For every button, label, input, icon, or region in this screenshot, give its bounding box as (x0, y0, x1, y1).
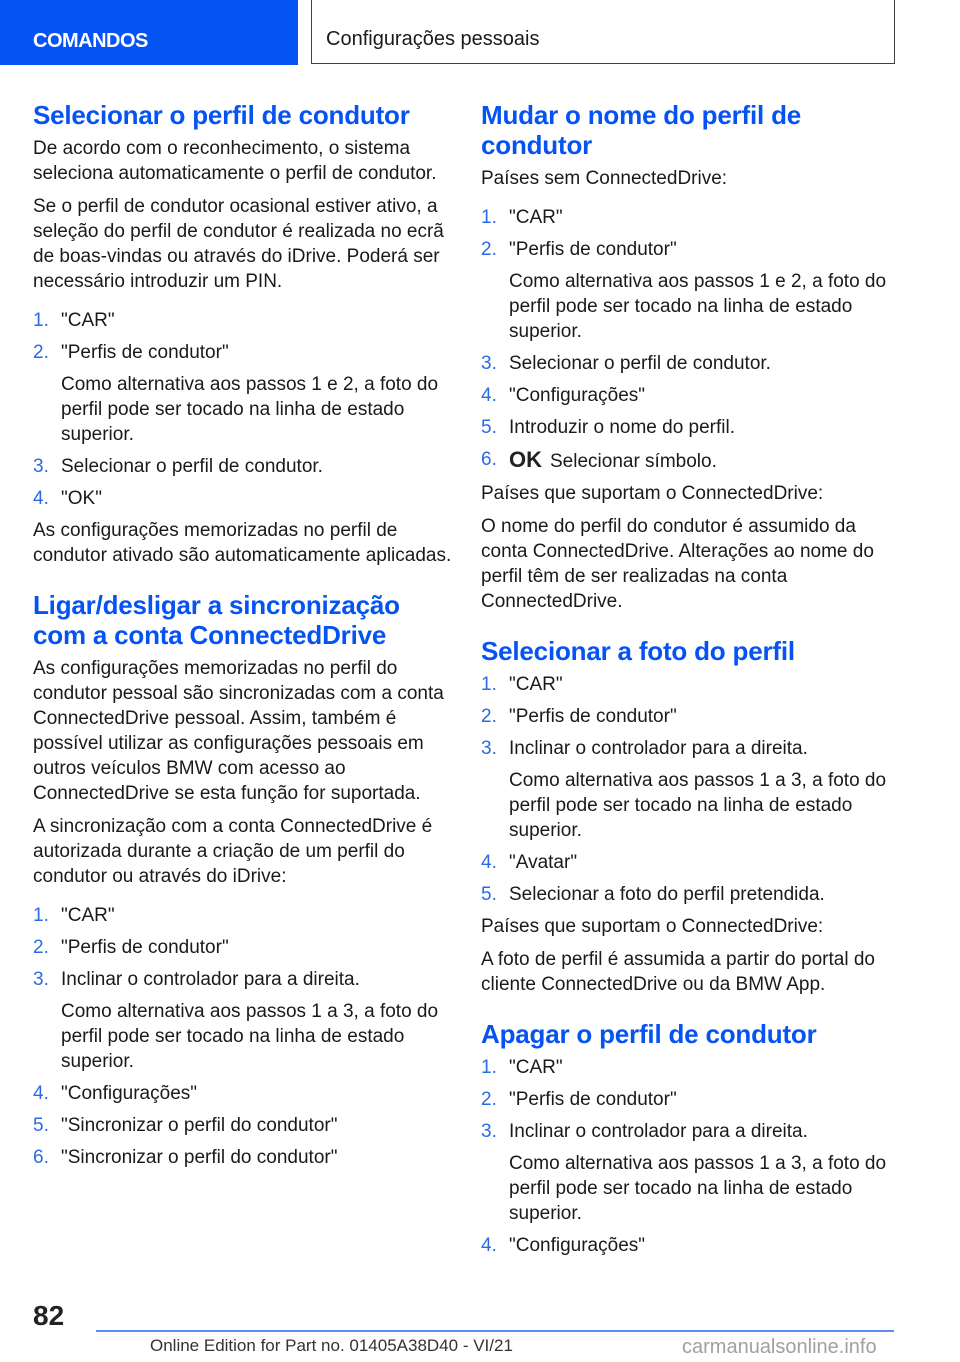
step-note: Como alternativa aos passos 1 e 2, a foto do perfil pode ser tocado na linha de estado superior. (61, 374, 439, 445)
list-item (33, 1113, 453, 1138)
step-number: 4. (33, 1083, 49, 1104)
list-item (33, 454, 453, 479)
paragraph: De acordo com o reconhecimento, o sistema seleciona automaticamente o perfil de condutor. (33, 138, 437, 184)
list-item (33, 340, 453, 447)
step-number: 2. (481, 239, 497, 260)
step-note: Como alternativa aos passos 1 e 2, a foto do perfil pode ser tocado na linha de estado superior. (509, 271, 887, 342)
step-text: "Sincronizar o perfil do condutor" (61, 1115, 338, 1136)
step-text: "Perfis de condutor" (509, 239, 677, 260)
step-text: Selecionar o perfil de condutor. (61, 456, 323, 477)
heading: Ligar/desligar a sincronização com a conta ConnectedDrive (33, 590, 400, 650)
step-text: Selecionar a foto do perfil pretendida. (509, 884, 825, 905)
heading: Selecionar a foto do perfil (481, 636, 795, 666)
list-item (481, 351, 901, 376)
step-number: 3. (481, 1121, 497, 1142)
list-item (481, 415, 901, 440)
step-text: "CAR" (61, 310, 115, 331)
section-rename-profile (481, 100, 901, 614)
step-number: 2. (33, 937, 49, 958)
right-column (481, 100, 901, 1265)
step-number: 4. (481, 385, 497, 406)
step-number: 5. (481, 884, 497, 905)
chapter-header (311, 0, 895, 64)
step-text: "Avatar" (509, 852, 578, 873)
list-item (33, 1145, 453, 1170)
step-text: "Configurações" (509, 1235, 646, 1256)
list-item (481, 447, 901, 474)
chapter-title: Configurações pessoais (326, 28, 540, 50)
left-column (33, 100, 453, 1177)
step-number: 6. (33, 1147, 49, 1168)
section-delete-profile (481, 1019, 901, 1258)
step-number: 3. (33, 456, 49, 477)
paragraph: A foto de perfil é assumida a partir do portal do cliente ConnectedDrive ou da BMW App. (481, 949, 875, 995)
steps-list (481, 205, 901, 474)
paragraph: Países que suportam o ConnectedDrive: (481, 916, 824, 937)
heading: Mudar o nome do perfil de condutor (481, 100, 802, 160)
step-text: "Sincronizar o perfil do condutor" (61, 1147, 338, 1168)
steps-list (33, 903, 453, 1170)
list-item (481, 383, 901, 408)
list-item (481, 1087, 901, 1112)
paragraph: Países que suportam o ConnectedDrive: (481, 483, 824, 504)
step-text: "CAR" (509, 674, 563, 695)
step-note: Como alternativa aos passos 1 a 3, a foto do perfil pode ser tocado na linha de estado superior. (61, 1001, 439, 1072)
step-number: 6. (481, 449, 497, 470)
steps-list (481, 1055, 901, 1258)
step-text: "Perfis de condutor" (509, 706, 677, 727)
ok-icon: OK (509, 447, 542, 472)
step-number: 1. (481, 1057, 497, 1078)
list-item (481, 1233, 901, 1258)
section-select-photo (481, 636, 901, 997)
step-number: 3. (481, 353, 497, 374)
list-item (481, 850, 901, 875)
step-number: 1. (481, 674, 497, 695)
step-note: Como alternativa aos passos 1 a 3, a foto do perfil pode ser tocado na linha de estado superior. (509, 1153, 887, 1224)
step-text: "OK" (61, 488, 102, 509)
watermark: carmanualsonline.info (682, 1336, 877, 1358)
steps-list (481, 672, 901, 907)
list-item (33, 486, 453, 511)
section-sync-connecteddrive (33, 590, 453, 1170)
step-number: 1. (33, 905, 49, 926)
list-item (33, 1081, 453, 1106)
step-number: 3. (481, 738, 497, 759)
paragraph: A sincronização com a conta ConnectedDrive é autorizada durante a criação de um perfil do condutor ou através do iDrive: (33, 816, 433, 887)
paragraph: O nome do perfil do condutor é assumido da conta ConnectedDrive. Alterações ao nome do perfil têm de ser realizadas na conta ConnectedDrive. (481, 516, 874, 612)
step-text: Inclinar o controlador para a direita. (509, 1121, 808, 1142)
step-text: "Perfis de condutor" (61, 342, 229, 363)
list-item (33, 903, 453, 928)
heading: Apagar o perfil de condutor (481, 1019, 817, 1049)
step-number: 2. (33, 342, 49, 363)
list-item (33, 967, 453, 1074)
paragraph: Se o perfil de condutor ocasional estiver ativo, a seleção do perfil de condutor é realizada no ecrã de boas-vindas ou através do iDrive. Poderá ser necessário introduzir um PIN. (33, 196, 444, 292)
step-text: "CAR" (509, 207, 563, 228)
section-tab (0, 0, 298, 65)
step-note: Como alternativa aos passos 1 a 3, a foto do perfil pode ser tocado na linha de estado superior. (509, 770, 887, 841)
step-text: "Configurações" (61, 1083, 198, 1104)
step-text: Introduzir o nome do perfil. (509, 417, 736, 438)
list-item (481, 882, 901, 907)
step-text: "CAR" (61, 905, 115, 926)
page-number: 82 (33, 1300, 65, 1331)
step-text: Selecionar símbolo. (550, 451, 717, 472)
list-item (481, 704, 901, 729)
list-item (33, 935, 453, 960)
step-number: 2. (481, 1089, 497, 1110)
step-text: "CAR" (509, 1057, 563, 1078)
step-text: Inclinar o controlador para a direita. (61, 969, 360, 990)
paragraph: Países sem ConnectedDrive: (481, 168, 728, 189)
step-text: Inclinar o controlador para a direita. (509, 738, 808, 759)
step-text: "Configurações" (509, 385, 646, 406)
step-number: 4. (481, 852, 497, 873)
step-number: 5. (33, 1115, 49, 1136)
paragraph: As configurações memorizadas no perfil do condutor pessoal são sincronizadas com a conta ConnectedDrive pessoal. Assim, também é possível utilizar as configurações pessoais em outros veículos BMW com acesso ao ConnectedDrive se esta função for suportada. (33, 658, 444, 804)
list-item (33, 308, 453, 333)
step-text: Selecionar o perfil de condutor. (509, 353, 771, 374)
section-select-profile (33, 100, 453, 568)
step-number: 1. (481, 207, 497, 228)
list-item (481, 1119, 901, 1226)
paragraph: As configurações memorizadas no perfil de condutor ativado são automaticamente aplicadas. (33, 520, 452, 566)
steps-list (33, 308, 453, 511)
step-number: 3. (33, 969, 49, 990)
step-number: 5. (481, 417, 497, 438)
section-label: COMANDOS (33, 30, 148, 52)
step-number: 4. (481, 1235, 497, 1256)
edition-text: Online Edition for Part no. 01405A38D40 - VI/21 (150, 1336, 513, 1355)
list-item (481, 736, 901, 843)
step-text: "Perfis de condutor" (61, 937, 229, 958)
list-item (481, 1055, 901, 1080)
list-item (481, 205, 901, 230)
step-number: 1. (33, 310, 49, 331)
step-number: 2. (481, 706, 497, 727)
footer-divider (96, 1330, 894, 1332)
list-item (481, 237, 901, 344)
heading: Selecionar o perfil de condutor (33, 100, 410, 130)
step-number: 4. (33, 488, 49, 509)
list-item (481, 672, 901, 697)
step-text: "Perfis de condutor" (509, 1089, 677, 1110)
